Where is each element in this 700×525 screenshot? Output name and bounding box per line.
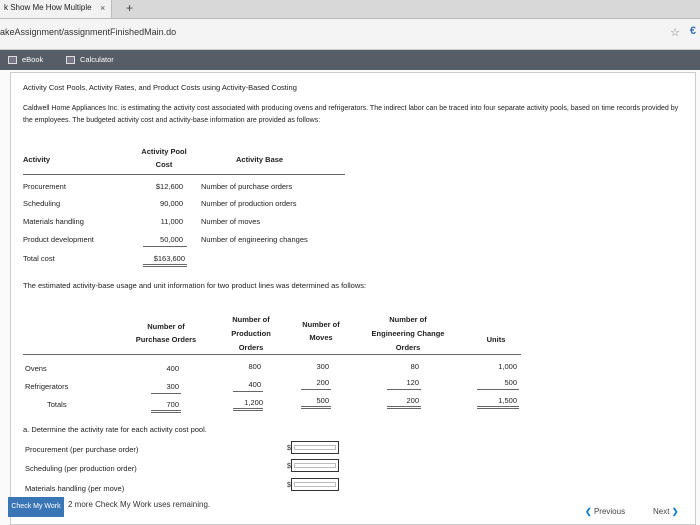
- table-cell: 1,200: [244, 398, 263, 407]
- browser-tab-bar: [0, 0, 700, 19]
- table-cell: 500: [316, 396, 329, 405]
- previous-label: Previous: [593, 507, 626, 516]
- usage-intro: The estimated activity-base usage and unit information for two product lines was determined as follows:: [23, 281, 367, 290]
- col-units-header: Units: [486, 335, 506, 344]
- table-cell: 1,500: [498, 396, 517, 405]
- answer-label-materials-handling: Materials handling (per move): [25, 484, 125, 493]
- procurement-rate-input[interactable]: [291, 441, 339, 454]
- chevron-right-icon: ❯: [671, 507, 679, 516]
- browser-tab[interactable]: [0, 0, 112, 18]
- table-cell: 90,000: [160, 199, 183, 208]
- next-button[interactable]: [653, 507, 678, 516]
- tab-title: k Show Me How Multiple: [4, 3, 92, 12]
- scheduling-rate-input[interactable]: [291, 459, 339, 472]
- col-production-header-1: Number of: [232, 315, 270, 324]
- check-my-work-button[interactable]: Check My Work: [8, 497, 64, 517]
- check-work-remaining: 2 more Check My Work uses remaining.: [68, 500, 211, 509]
- table-cell: 200: [316, 378, 329, 387]
- table-cell: Number of production orders: [201, 199, 297, 208]
- totals-label: Totals: [47, 400, 67, 409]
- table-cell: 400: [166, 364, 179, 373]
- table-cell: 500: [504, 378, 517, 387]
- table-row: Product development: [23, 235, 94, 244]
- problem-title: Activity Cost Pools, Activity Rates, and Product Costs using Activity-Based Costing: [23, 83, 297, 92]
- col-moves-header-2: Moves: [309, 333, 333, 342]
- col-eng-header-1: Number of: [389, 315, 427, 324]
- col-eng-header-3: Orders: [395, 343, 421, 352]
- col-purchase-header-1: Number of: [147, 322, 185, 331]
- col-purchase-header-2: Purchase Orders: [135, 335, 197, 344]
- calculator-button[interactable]: [62, 54, 118, 66]
- assignment-toolbar: [0, 50, 700, 70]
- currency-symbol: $: [287, 445, 291, 452]
- close-tab-icon[interactable]: ×: [100, 3, 106, 13]
- col-eng-header-2: Engineering Change: [371, 329, 445, 338]
- problem-intro: Caldwell Home Appliances Inc. is estimating the activity cost associated with producing ovens and refrigerators. The indirect labor can be traced into four separate activity pools, based on time records provided by the employees. The budgeted activity cost and activity-base information are provided as follows:: [23, 105, 679, 124]
- table-row: Materials handling: [23, 217, 84, 226]
- table-cell: 300: [316, 362, 329, 371]
- table-row: Scheduling: [23, 199, 61, 208]
- table-cell: 300: [166, 382, 179, 391]
- table-cell: 400: [248, 380, 261, 389]
- url-text[interactable]: akeAssignment/assignmentFinishedMain.do: [0, 27, 177, 37]
- calculator-label: Calculator: [80, 55, 114, 64]
- col-moves-header-1: Number of: [302, 320, 340, 329]
- problem-panel: [10, 72, 696, 525]
- col-production-header-2: Production: [231, 329, 271, 338]
- currency-symbol: $: [287, 463, 291, 470]
- col-pool-cost-header-2: Cost: [155, 160, 173, 169]
- total-cost-label: Total cost: [23, 254, 55, 263]
- book-icon: [8, 56, 17, 64]
- extension-icon[interactable]: €: [689, 25, 696, 37]
- previous-button[interactable]: [585, 507, 625, 516]
- ebook-button[interactable]: [4, 54, 47, 66]
- answer-label-scheduling: Scheduling (per production order): [25, 464, 137, 473]
- col-pool-cost-header-1: Activity Pool: [141, 147, 187, 156]
- page-content: [0, 50, 700, 525]
- calculator-icon: [66, 56, 75, 64]
- question-prompt: a. Determine the activity rate for each activity cost pool.: [23, 425, 207, 434]
- table-cell: 11,000: [160, 217, 183, 226]
- bookmark-star-icon[interactable]: ☆: [670, 27, 680, 39]
- table-cell: 80: [410, 362, 419, 371]
- col-activity-base-header: Activity Base: [236, 155, 284, 164]
- table-cell: 50,000: [160, 235, 183, 244]
- table-cell: 1,000: [498, 362, 517, 371]
- table-cell: Number of moves: [201, 217, 261, 226]
- table-cell: 120: [406, 378, 419, 387]
- table-cell: $12,600: [155, 182, 183, 191]
- table-row: Refrigerators: [25, 382, 69, 391]
- table-row: Procurement: [23, 182, 66, 191]
- materials-handling-rate-input[interactable]: [291, 478, 339, 491]
- table-cell: Number of engineering changes: [201, 235, 308, 244]
- ebook-label: eBook: [22, 55, 44, 64]
- check-work-bar: [0, 497, 330, 525]
- address-bar[interactable]: [0, 19, 700, 50]
- table-cell: Number of purchase orders: [201, 182, 293, 191]
- new-tab-button[interactable]: +: [126, 1, 134, 15]
- table-cell: 200: [406, 396, 419, 405]
- col-production-header-3: Orders: [238, 343, 264, 352]
- total-cost-value: $163,600: [153, 254, 185, 263]
- table-cell: 800: [248, 362, 261, 371]
- table-cell: 700: [166, 400, 179, 409]
- chevron-left-icon: ❮: [585, 507, 592, 516]
- table-row: Ovens: [25, 364, 47, 373]
- next-label: Next: [653, 507, 670, 516]
- currency-symbol: $: [287, 482, 291, 489]
- col-activity-header: Activity: [23, 155, 51, 164]
- answer-label-procurement: Procurement (per purchase order): [25, 445, 139, 454]
